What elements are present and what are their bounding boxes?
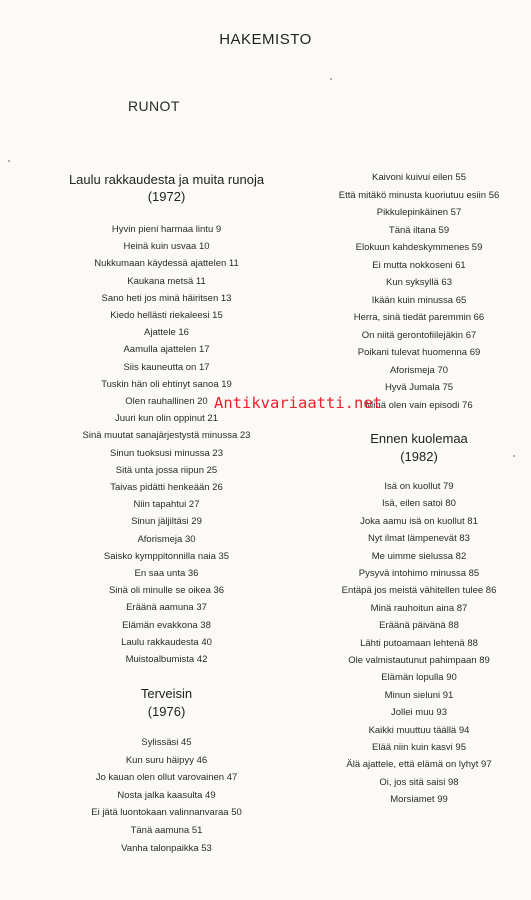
poem-entry: En saa unta 36 xyxy=(134,568,199,579)
poem-entry: Isä, eilen satoi 80 xyxy=(382,498,456,510)
poem-entry: Morsiamet 99 xyxy=(390,794,448,806)
poem-entry: Herra, sinä tiedät paremmin 66 xyxy=(353,312,485,323)
page-title: HAKEMISTO xyxy=(219,31,312,48)
poem-entry: Heinä kuin usvaa 10 xyxy=(123,241,210,253)
poem-entry: Juuri kun olin oppinut 21 xyxy=(115,413,218,425)
poem-entry: Ole valmistautunut pahimpaan 89 xyxy=(348,655,490,666)
watermark-text: Antikvariaatti.net xyxy=(214,394,382,412)
poem-entry: Nyt ilmat lämpenevät 83 xyxy=(368,533,470,545)
book-year: (1972) xyxy=(147,189,186,204)
poem-entry: Sinun tuoksusi minussa 23 xyxy=(109,447,223,459)
poem-entry: Elokuun kahdeskymmenes 59 xyxy=(355,242,483,253)
poem-entry: Pikkulepinkäinen 57 xyxy=(376,207,462,218)
poem-entry: Kun syksyllä 63 xyxy=(385,277,452,288)
poem-entry: Sinä oli minulle se oikea 36 xyxy=(108,585,225,597)
poem-entry: Sitä unta jossa riipun 25 xyxy=(115,464,218,476)
poem-entry: Lähti putoamaan lehtenä 88 xyxy=(360,637,478,649)
poem-entry: Elää niin kuin kasvi 95 xyxy=(372,742,466,753)
poem-entry: Sinä muutat sanajärjestystä minussa 23 xyxy=(82,430,251,442)
poem-entry: Ei jätä luontokaan valinnanvaraa 50 xyxy=(91,807,242,819)
poem-entry: Joka aamu isä on kuollut 81 xyxy=(360,515,478,527)
poem-entry: Poikani tulevat huomenna 69 xyxy=(357,347,481,358)
poem-entry: Elämän lopulla 90 xyxy=(381,672,457,684)
poem-entry: Sylissäsi 45 xyxy=(141,737,192,748)
poem-entry: Niin tapahtui 27 xyxy=(133,499,200,511)
poem-entry: Pysyvä intohimo minussa 85 xyxy=(358,568,480,579)
poem-entry: Taivas pidätti henkeään 26 xyxy=(110,482,223,493)
poem-entry: Jollei muu 93 xyxy=(391,707,447,719)
poem-entry: Olen rauhallinen 20 xyxy=(125,396,208,407)
poem-entry: Tuskin hän oli ehtinyt sanoa 19 xyxy=(101,378,232,390)
poem-entry: Entäpä jos meistä vähitellen tulee 86 xyxy=(341,585,497,597)
book-title: Terveisin xyxy=(140,686,193,701)
poem-entry: Aforismeja 70 xyxy=(389,364,449,376)
poem-entry: Minä rauhoitun aina 87 xyxy=(370,602,468,614)
book-title: Ennen kuolemaa xyxy=(370,431,468,446)
poem-entry: Siis kauneutta on 17 xyxy=(123,361,210,373)
poem-entry: On niitä gerontofiilejäkin 67 xyxy=(361,329,477,341)
poem-entry: Muistoalbumista 42 xyxy=(125,654,208,665)
poem-entry: Älä ajattele, että elämä on lyhyt 97 xyxy=(346,759,492,771)
poem-entry: Hyvin pieni harmaa lintu 9 xyxy=(111,224,222,235)
paper-speck xyxy=(330,78,332,80)
poem-entry: Kun suru häipyy 46 xyxy=(125,754,208,766)
poem-entry: Saisko kymppitonnilla naia 35 xyxy=(103,550,230,562)
poem-entry: Hyvä Jumala 75 xyxy=(384,382,454,393)
poem-entry: Minun sieluni 91 xyxy=(384,689,454,701)
poem-entry: Elämän evakkona 38 xyxy=(122,619,211,631)
poem-entry: Nosta jalka kaasulta 49 xyxy=(117,789,216,801)
poem-entry: Tänä iltana 59 xyxy=(388,224,450,236)
poem-entry: Kaukana metsä 11 xyxy=(127,275,206,287)
poem-entry: Minä olen vain episodi 76 xyxy=(365,399,473,411)
poem-entry: Vanha talonpaikka 53 xyxy=(121,842,212,854)
poem-entry: Nukkumaan käydessä ajattelen 11 xyxy=(94,258,239,270)
book-title: Laulu rakkaudesta ja muita runoja xyxy=(68,172,265,187)
poem-entry: Eräänä aamuna 37 xyxy=(126,602,207,614)
book-year: (1982) xyxy=(400,449,438,464)
poem-entry: Me uimme sielussa 82 xyxy=(371,550,467,562)
poem-entry: Isä on kuollut 79 xyxy=(384,481,454,492)
poem-entry: Oi, jos sitä saisi 98 xyxy=(379,776,459,788)
poem-entry: Laulu rakkaudesta 40 xyxy=(121,636,212,648)
poem-entry: Aforismeja 30 xyxy=(137,533,196,545)
poem-entry: Sinun jäljiltäsi 29 xyxy=(131,516,202,528)
poem-entry: Ajattele 16 xyxy=(144,327,189,339)
poem-entry: Kaikki muuttuu täällä 94 xyxy=(368,724,470,736)
paper-speck xyxy=(513,455,515,457)
paper-speck xyxy=(8,160,10,162)
poem-entry: Kiedo hellästi riekaleesi 15 xyxy=(110,310,223,321)
poem-entry: Tänä aamuna 51 xyxy=(130,825,203,836)
section-label: RUNOT xyxy=(128,98,180,114)
poem-entry: Jo kauan olen ollut varovainen 47 xyxy=(95,772,238,784)
poem-entry: Että mitäkö minusta kuoriutuu esiin 56 xyxy=(338,189,500,201)
book-year: (1976) xyxy=(147,704,186,719)
poem-entry: Aamulla ajattelen 17 xyxy=(123,344,210,356)
poem-entry: Kaivoni kuivui eilen 55 xyxy=(371,172,466,183)
poem-entry: Eräänä päivänä 88 xyxy=(379,620,459,632)
poem-entry: Sano heti jos minä häiritsen 13 xyxy=(101,292,232,304)
poem-entry: Ikään kuin minussa 65 xyxy=(371,294,467,306)
poem-entry: Ei mutta nokkoseni 61 xyxy=(372,259,466,271)
